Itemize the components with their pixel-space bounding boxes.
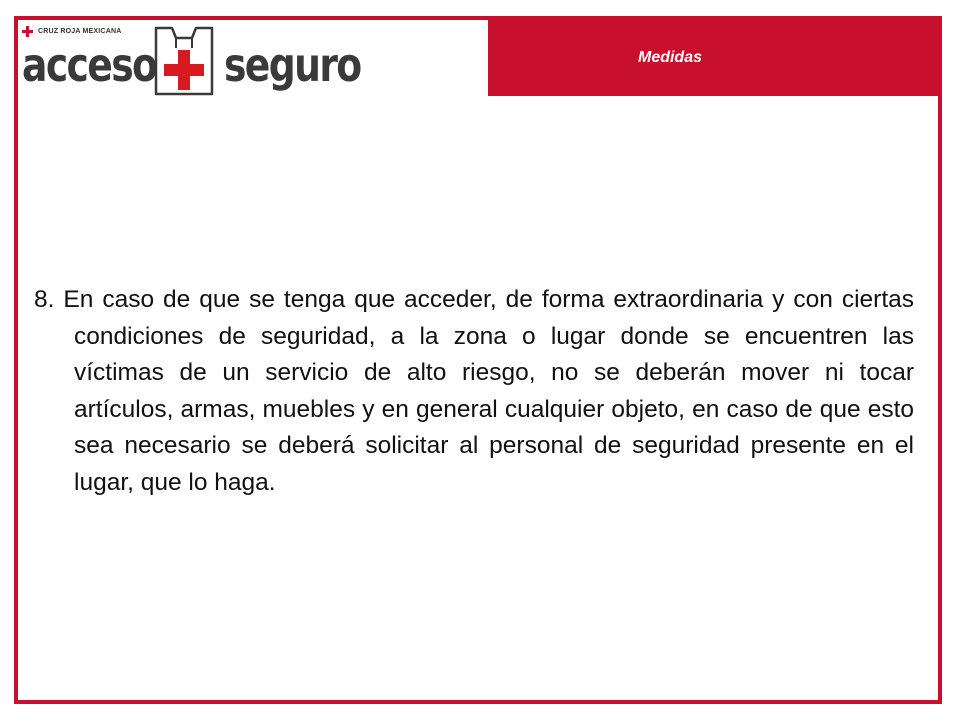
red-cross-icon [22, 26, 33, 37]
page-title: Medidas [637, 49, 702, 66]
header-bar [488, 20, 942, 96]
acceso-seguro-logo [18, 20, 488, 100]
vest-cross-icon [152, 24, 216, 98]
org-line [22, 26, 121, 37]
slide-frame [14, 16, 942, 704]
brand-word-right: seguro [224, 38, 361, 92]
measure-paragraph: 8. En caso de que se tenga que acceder, de forma extraordinaria y con ciertas condiciones de seguridad, a la zona o lugar donde se encuentren las víctimas de un servicio de alto riesgo, no se deberán mover ni tocar artículos, armas, muebles y en general cualquier objeto, en caso de que esto sea necesario se deberá solicitar al personal de seguridad presente en el lugar, que lo haga. [34, 286, 914, 496]
org-name: CRUZ ROJA MEXICANA [38, 28, 122, 35]
brand-word-left: acceso [22, 38, 157, 92]
